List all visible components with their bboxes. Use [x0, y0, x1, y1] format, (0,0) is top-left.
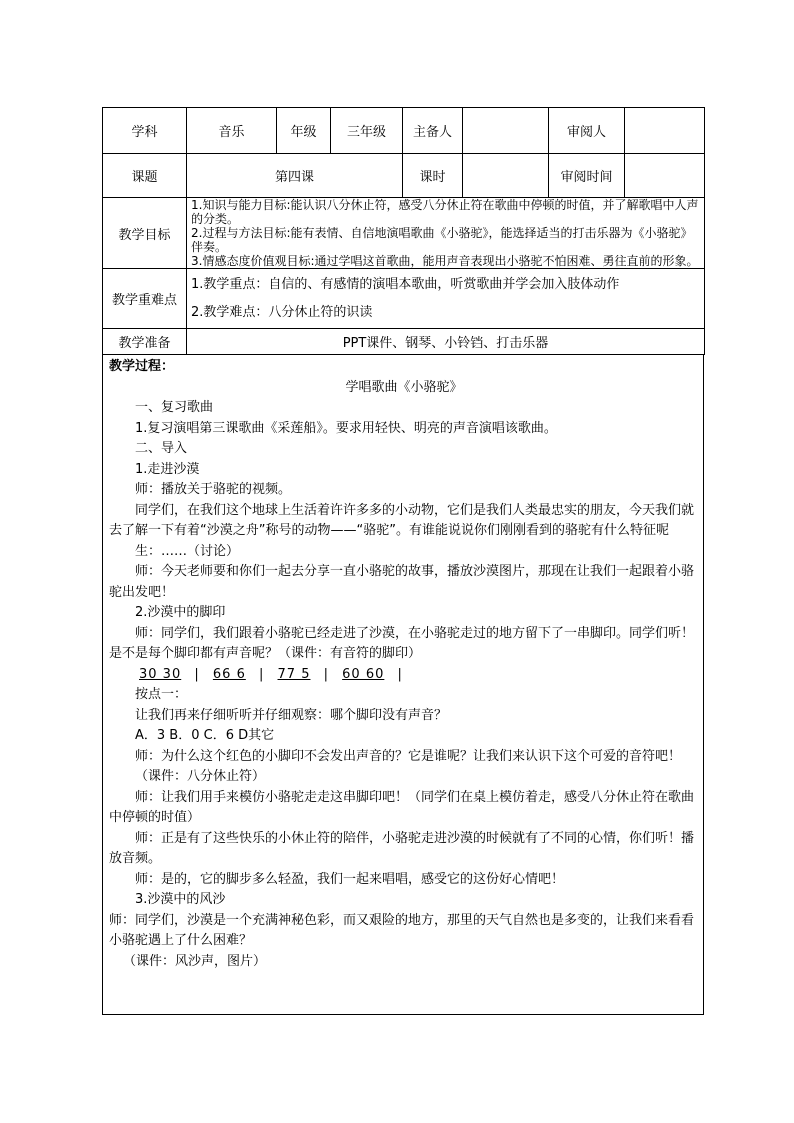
note-group: 30 30: [139, 666, 182, 682]
difficult-point: 2.教学难点：八分休止符的识读: [191, 304, 373, 320]
barline: |: [258, 666, 265, 682]
lesson-plan: [102, 107, 704, 1015]
intro-step-1: 1.走进沙漠: [135, 461, 200, 477]
paragraph: 师：让我们用手来模仿小骆驼走走这串脚印吧！（同学们在桌上模仿着走，感受八分休止符在歌曲中停顿的时值）: [109, 789, 695, 825]
grade-label: 年级: [277, 108, 331, 154]
paragraph: 师：正是有了这些快乐的小休止符的陪伴，小骆驼走进沙漠的时候就有了不同的心情，你们听！播放音频。: [109, 830, 695, 866]
review-time-label: 审阅时间: [549, 154, 625, 198]
review-item: 1.复习演唱第三课歌曲《采莲船》。要求用轻快、明亮的声音演唱该歌曲。: [135, 420, 557, 436]
paragraph: 师：是的，它的脚步多么轻盈，我们一起来唱唱，感受它的这份好心情吧！: [135, 871, 565, 887]
paragraph: 师：为什么这个红色的小脚印不会发出声音的？它是谁呢？让我们来认识下这个可爱的音符吧！: [135, 748, 682, 764]
keypoints-row: [103, 269, 705, 329]
intro-step-2: 2.沙漠中的脚印: [135, 605, 226, 620]
note-group: 66 6: [212, 666, 246, 682]
reviewer-label: 审阅人: [549, 108, 625, 154]
key-point: 1.教学重点：自信的、有感情的演唱本歌曲，听赏歌曲并学会加入肢体动作: [191, 276, 620, 292]
goals-content: [187, 198, 705, 269]
paragraph: 师：同学们，沙漠是一个充满神秘色彩，而又艰险的地方，那里的天气自然也是多变的，让我们来看看小骆驼遇上了什么困难？: [109, 912, 695, 948]
paragraph: （课件：八分休止符）: [135, 769, 266, 784]
hours-label: 课时: [403, 154, 463, 198]
teaching-process: [102, 355, 704, 1015]
section-intro: 二、导入: [135, 441, 188, 456]
prep-label: 教学准备: [103, 329, 187, 355]
paragraph: 师：今天老师要和你们一起去分享一直小骆驼的故事，播放沙漠图片，那现在让我们一起跟着小骆驼出发吧！: [109, 564, 695, 600]
lead-label: 主备人: [403, 108, 463, 154]
goal-1: 1.知识与能力目标:能认识八分休止符，感受八分休止符在歌曲中停顿的时值，并了解歌唱中人声的分类。: [191, 198, 699, 226]
subject-value: 音乐: [187, 108, 277, 154]
topic-row: [103, 154, 705, 198]
goal-2: 2.过程与方法目标:能有表情、自信地演唱歌曲《小骆驼》，能选择适当的打击乐器为《小骆驼》伴奏。: [191, 226, 693, 254]
paragraph: （课件：风沙声，图片）: [123, 953, 267, 969]
music-notation: [109, 665, 699, 686]
goals-label: 教学目标: [103, 198, 187, 269]
review-time-value: [625, 154, 705, 198]
keypoints-content: [187, 269, 705, 329]
hours-value: [463, 154, 549, 198]
intro-step-3: 3.沙漠中的风沙: [135, 892, 226, 907]
reviewer-value: [625, 108, 705, 154]
paragraph: 师：播放关于骆驼的视频。: [135, 482, 292, 497]
lesson-title: 学唱歌曲《小骆驼》: [345, 379, 463, 395]
barline: |: [397, 666, 403, 682]
prep-value: PPT课件、钢琴、小铃铛、打击乐器: [187, 329, 705, 355]
topic-value: 第四课: [187, 154, 403, 198]
subject-label: 学科: [103, 108, 187, 154]
quiz-options: A．3 B．0 C．6 D其它: [135, 728, 275, 743]
keypoints-label: 教学重难点: [103, 269, 187, 329]
barline: |: [194, 666, 200, 682]
header-row: [103, 108, 705, 154]
paragraph: 同学们，在我们这个地球上生活着许许多多的小动物，它们是我们人类最忠实的朋友，今天我们就去了解一下有着“沙漠之舟”称号的动物——“骆驼”。有谁能说说你们刚刚看到的骆驼有什么特征呢: [109, 502, 695, 538]
info-table: [102, 107, 705, 355]
process-title: 教学过程：: [109, 359, 175, 374]
topic-label: 课题: [103, 154, 187, 198]
note-group: 60 60: [342, 666, 385, 682]
paragraph: 生：……（讨论）: [135, 543, 240, 559]
goals-row: [103, 198, 705, 269]
barline: |: [323, 666, 329, 682]
section-review: 一、复习歌曲: [135, 400, 214, 415]
goal-3: 3.情感态度价值观目标:通过学唱这首歌曲，能用声音表现出小骆驼不怕困难、勇往直前的形象。: [191, 254, 699, 268]
paragraph: 按点一：: [135, 687, 188, 702]
prep-row: [103, 329, 705, 355]
lead-value: [463, 108, 549, 154]
paragraph: 让我们再来仔细听听并仔细观察：哪个脚印没有声音？: [135, 707, 448, 723]
grade-value: 三年级: [331, 108, 403, 154]
note-group: 77 5: [277, 666, 311, 682]
paragraph: 师：同学们，我们跟着小骆驼已经走进了沙漠，在小骆驼走过的地方留下了一串脚印。同学们听！是不是每个脚印都有声音呢？（课件：有音符的脚印）: [109, 625, 695, 661]
